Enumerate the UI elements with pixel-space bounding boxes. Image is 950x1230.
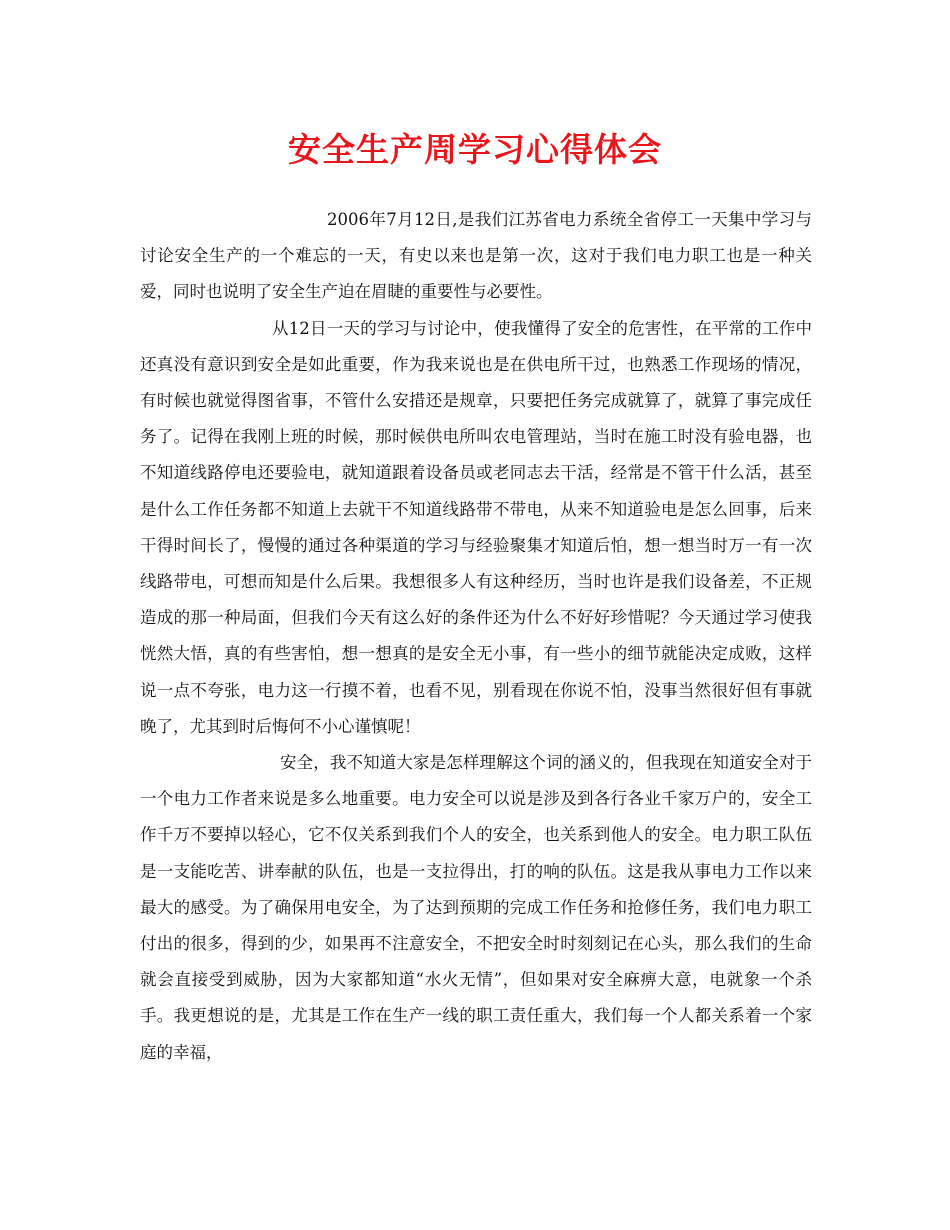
document-title: 安全生产周学习心得体会 (288, 130, 662, 169)
paragraph-2: 从12日一天的学习与讨论中，使我懂得了安全的危害性，在平常的工作中还真没有意识到安全是如此重要，作为我来说也是在供电所干过，也熟悉工作现场的情况，有时候也就觉得图省事，不管什么安措还是规章，只要把任务完成就算了，就算了事完成任务了。记得在我刚上班的时候，那时候供电所叫农电管理站，当时在施工时没有验电器，也不知道线路停电还要验电，就知道跟着设备员或老同志去干活，经常是不管干什么活，甚至是什么工作任务都不知道上去就干不知道线路带不带电，从来不知道验电是怎么回事，后来干得时间长了，慢慢的通过各种渠道的学习与经验聚集才知道后怕，想一想当时万一有一次线路带电，可想而知是什么后果。我想很多人有这种经历，当时也许是我们设备差，不正规造成的那一种局面，但我们今天有这么好的条件还为什么不好好珍惜呢？今天通过学习使我恍然大悟，真的有些害怕，想一想真的是安全无小事，有一些小的细节就能决定成败，这样说一点不夸张，电力这一行摸不着，也看不见，别看现在你说不怕，没事当然很好但有事就晚了，尤其到时后悔何不小心谨慎呢！ (140, 318, 812, 736)
document-body (140, 202, 812, 1071)
paragraph-3: 安全，我不知道大家是怎样理解这个词的涵义的，但我现在知道安全对于一个电力工作者来说是多么地重要。电力安全可以说是涉及到各行各业千家万户的，安全工作千万不要掉以轻心，它不仅关系到我们个人的安全，也关系到他人的安全。电力职工队伍是一支能吃苦、讲奉献的队伍，也是一支拉得出，打的响的队伍。这是我从事电力工作以来最大的感受。为了确保用电安全，为了达到预期的完成工作任务和抢修任务，我们电力职工付出的很多，得到的少，如果再不注意安全，不把安全时时刻刻记在心头，那么我们的生命就会直接受到威胁，因为大家都知道“水火无情”，但如果对安全麻痹大意，电就象一个杀手。我更想说的是，尤其是工作在生产一线的职工责任重大，我们每一个人都关系着一个家庭的幸福， (140, 753, 812, 1062)
paragraph-1: 2006年7月12日,是我们江苏省电力系统全省停工一天集中学习与讨论安全生产的一个难忘的一天，有史以来也是第一次，这对于我们电力职工也是一种关爱，同时也说明了安全生产迫在眉睫的重要性与必要性。 (140, 210, 812, 302)
